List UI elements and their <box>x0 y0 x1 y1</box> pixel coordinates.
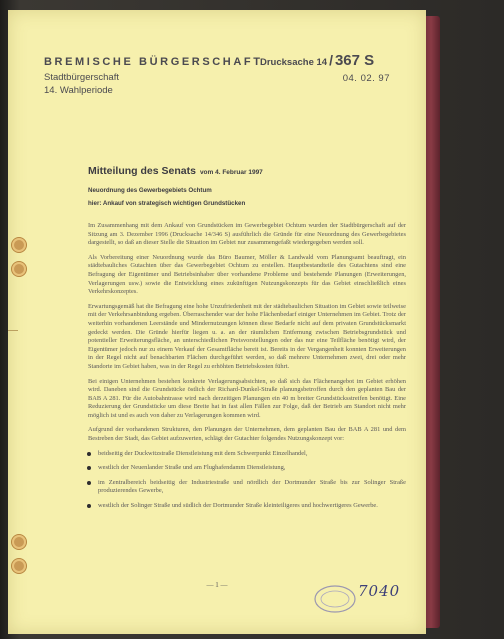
punch-hole-icon <box>12 262 26 276</box>
letterhead <box>44 56 263 98</box>
paragraph: Erwartungsgemäß hat die Befragung eine hohe Unzufriedenheit mit der städtebaulichen Situation im Gebiet sowie teilweise mit der Verkehrsanbindung ergeben. Überraschender war der hohe Flächenbedarf einiger Unternehmen im Gebiet. Trotz der weiterhin vorhandenen Leerstände und Mindernutzungen können diese Bedarfe nicht auf dem privaten Grundstücksmarkt gedeckt werden. Die Gründe hierfür liegen u. a. an der räumlichen Entfernung zwischen Betriebsgrundstück und potentieller Erweiterungsfläche, an unterschiedlichen Preisvorstellungen oder das nur eine Teilfläche benötigt wird, der Eigentümer jedoch nur zu einem Verkauf der Gesamtfläche bereit ist. Bereits in der Vergangenheit konnten Erweiterungen in der Regel nicht auf benachbarten Flächen durchgeführt werden, so daß mehrere Unternehmen zwei, drei oder mehr Standorte im Gebiet haben, was in der Regel zu erhöhten Betriebskosten führt. <box>88 302 406 370</box>
title-date: vom 4. Februar 1997 <box>199 169 263 176</box>
usage-concept-list <box>88 450 406 511</box>
paragraph: Bei einigen Unternehmen bestehen konkrete Verlagerungsabsichten, so daß sich das Flächenangebot im Gebiet erhöhen wird. Daneben sind die Grundstücke östlich der Richard-Dunkel-Straße planungsbetroffen durch den geplanten Bau der BAB A 281. Für die Autobahntrasse wird nach derzeitigen Planungen ein 40 m breiter Grundstücksstreifen benötigt. Eine Reduzierung der Grundstücke um diese Breite hat in fast allen Fällen zur Folge, daß der Betrieb am Standort nicht mehr möglich ist und es auch von daher zu Verlagerungen kommen wird. <box>88 377 406 419</box>
drucksache-number: 367 S <box>334 52 375 69</box>
punch-hole-icon <box>12 535 26 549</box>
punch-hole-icon <box>12 559 26 573</box>
paragraph: Im Zusammenhang mit dem Ankauf von Grundstücken im Gewerbegebiet Ochtum wurden der Stadtbürgerschaft auf der Sitzung am 3. Dezember 1996 (Drucksache 14/346 S) ausführlich die Gründe für eine Neuordnung des Gewerbegebietes dargestellt, so daß an dieser Stelle die Situation im Gebiet nur zusammengefaßt wiedergegeben werden soll. <box>88 222 406 247</box>
drucksache-line <box>260 52 410 70</box>
drucksache-separator: / <box>329 52 333 68</box>
paragraph: Als Vorbereitung einer Neuordnung wurde das Büro Baumer, Möller & Landwald vom Planungsamt beauftragt, ein städtebauliches Gutachten über das Gewerbegebiet Ochtum zu erstellen. Hauptbestandteile des Gutachtens sind eine Befragung der Eigentümer und Betriebsinhaber über vorhandene Probleme und bestehende Planungen (Erweiterungen, Verlagerungen usw.) sowie die Entwicklung eines zukünftigen Nutzungskonzepts für das Gebiet einschließlich eines Verkehrskonzeptes. <box>88 253 406 296</box>
document-page <box>8 10 426 634</box>
document-reference <box>260 52 410 84</box>
subject-detail: hier: Ankauf von strategisch wichtigen Grundstücken <box>88 200 246 207</box>
organization-name: BREMISCHE BÜRGERSCHAFT <box>44 56 263 68</box>
list-item: beidseitig der Duckwitzstraße Dienstleistung mit dem Schwerpunkt Einzelhandel, <box>88 450 406 459</box>
legislative-period: 14. Wahlperiode <box>44 85 113 96</box>
subject-line: Neuordnung des Gewerbegebiets Ochtum <box>88 187 212 194</box>
list-item: westlich der Neuenlander Straße und am Flughafendamm Dienstleistung, <box>88 464 406 473</box>
punch-mark <box>8 330 18 331</box>
document-title-row <box>88 161 263 179</box>
body-text <box>88 222 406 517</box>
handwritten-note: 7040 <box>358 582 401 600</box>
archive-stamp-icon <box>311 582 365 616</box>
paragraph: Aufgrund der vorhandenen Strukturen, den Planungen der Unternehmen, dem geplanten Bau der BAB A 281 und dem Bestreben der Stadt, das Gebiet aufzuwerten, schlägt der Gutachter folgendes Nutzungskonzept vor: <box>88 426 406 443</box>
page-number: — 1 — <box>206 581 228 589</box>
list-item: westlich der Solinger Straße und südlich der Dortmunder Straße kleinteiligeres und hochwertigeres Gewerbe. <box>88 502 406 511</box>
punch-hole-icon <box>12 238 26 252</box>
list-item: im Zentralbereich beidseitig der Industriestraße und nördlich der Dortmunder Straße bis zur Solinger Straße produzierendes Gewerbe, <box>88 479 406 496</box>
chamber-name: Stadtbürgerschaft <box>44 72 119 83</box>
document-title: Mitteilung des Senats <box>88 165 196 177</box>
drucksache-label: Drucksache 14 <box>260 57 328 68</box>
document-date: 04. 02. 97 <box>342 73 390 84</box>
